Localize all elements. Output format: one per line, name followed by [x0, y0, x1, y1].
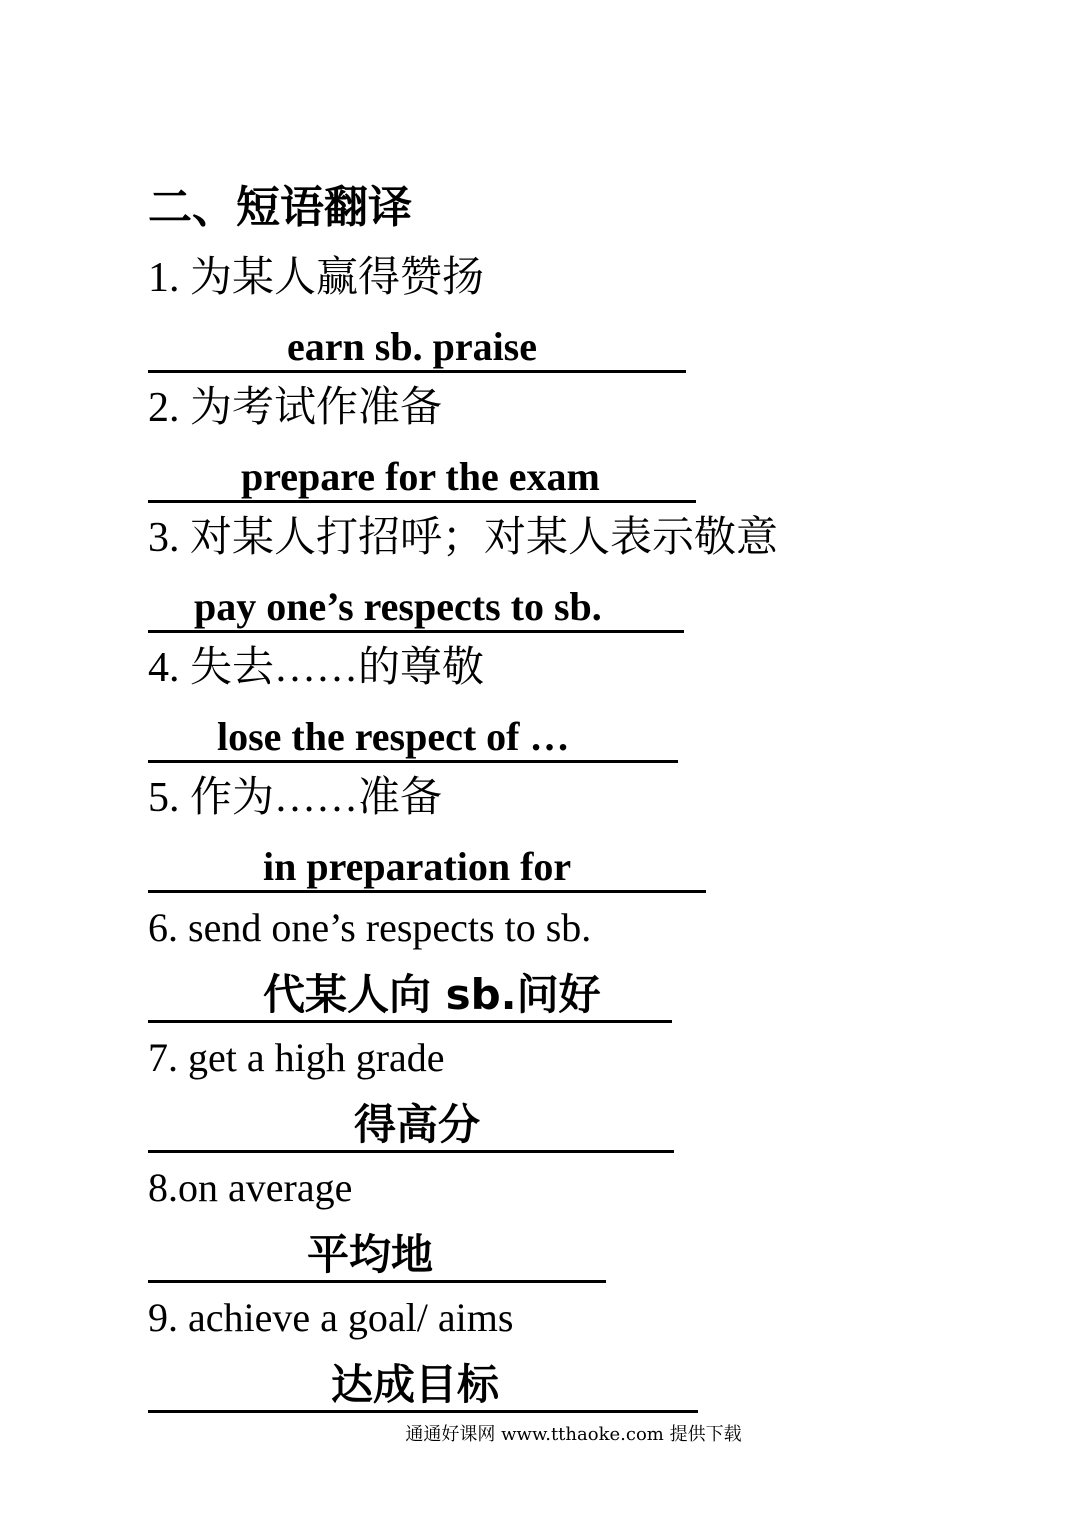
- answer-blank: [148, 698, 678, 763]
- answer-text: 平均地: [307, 1230, 434, 1279]
- answer-text: 得高分: [354, 1100, 481, 1149]
- list-item-1: [148, 248, 686, 373]
- answer-text: pay one’s respects to sb.: [194, 584, 602, 629]
- answer-blank: [148, 308, 686, 373]
- answer-text: 代某人向 sb.问好: [263, 970, 601, 1019]
- list-item-7: [148, 1028, 674, 1153]
- answer-text: earn sb. praise: [287, 324, 537, 369]
- question-prompt: 3. 对某人打招呼；对某人表示敬意: [148, 515, 779, 561]
- list-item-8: [148, 1158, 606, 1283]
- question-prompt: 2. 为考试作准备: [148, 385, 443, 431]
- footer-text: 通通好课网 www.tthaoke.com 提供下载: [405, 1424, 742, 1445]
- list-item-5: [148, 768, 706, 893]
- list-item-4: [148, 638, 678, 763]
- section-title: 二、短语翻译: [148, 182, 412, 233]
- list-item-3: [148, 508, 778, 633]
- answer-blank: [148, 958, 672, 1023]
- answer-text: 达成目标: [331, 1360, 500, 1409]
- question-prompt: 7. get a high grade: [148, 1035, 445, 1080]
- question-prompt: 9. achieve a goal/ aims: [148, 1295, 514, 1340]
- question-prompt: 6. send one’s respects to sb.: [148, 905, 592, 950]
- answer-blank: [148, 1348, 698, 1413]
- question-prompt: 8.on average: [148, 1165, 353, 1210]
- question-prompt: 5. 作为……准备: [148, 775, 443, 821]
- answer-blank: [148, 1088, 674, 1153]
- answer-text: lose the respect of …: [217, 714, 570, 759]
- list-item-9: [148, 1288, 698, 1413]
- question-prompt: 1. 为某人赢得赞扬: [148, 255, 485, 301]
- question-prompt: 4. 失去……的尊敬: [148, 645, 485, 691]
- answer-blank: [148, 438, 696, 503]
- list-item-6: [148, 898, 672, 1023]
- answer-text: prepare for the exam: [241, 454, 600, 499]
- answer-blank: [148, 568, 684, 633]
- list-item-2: [148, 378, 696, 503]
- answer-text: in preparation for: [263, 844, 572, 889]
- answer-blank: [148, 1218, 606, 1283]
- answer-blank: [148, 828, 706, 893]
